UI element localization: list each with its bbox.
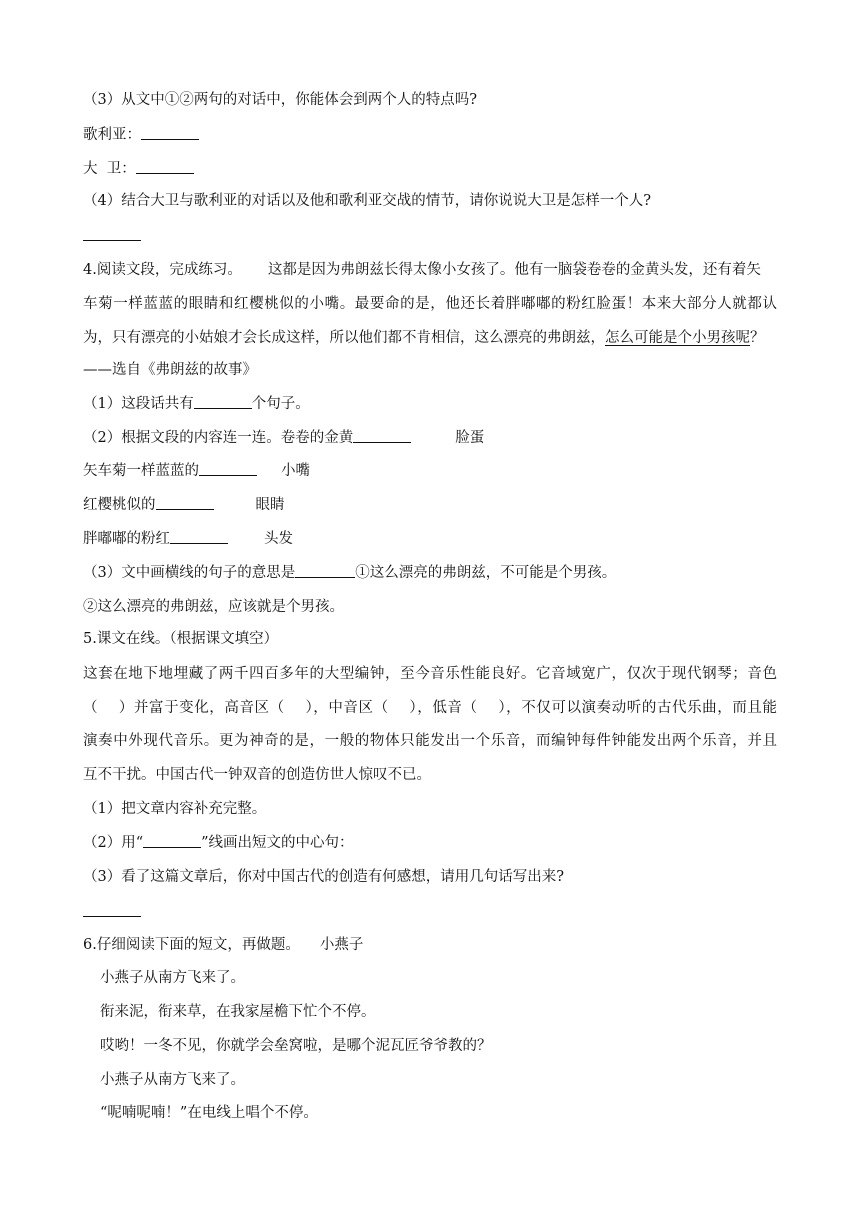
answer-blank[interactable]: [141, 125, 199, 140]
passage-text: 演奏中外现代音乐。更为神奇的是，一般的物体只能发出一个乐音，而编钟每件钟能发出两个乐音，并且: [83, 733, 777, 749]
answer-blank[interactable]: [170, 529, 228, 544]
option-1: ①这么漂亮的弗朗兹，不可能是个男孩。: [355, 565, 617, 581]
question-3-3: （3）从文中①②两句的对话中，你能体会到两个人的特点吗?: [83, 92, 477, 108]
section-5-intro: 5.课文在线。（根据课文填空）: [83, 631, 279, 647]
goliath-label: 歌利亚：: [83, 127, 141, 143]
goliath-answer-line[interactable]: [83, 125, 199, 145]
match-left-2: 矢车菊一样蓝蓝的: [83, 463, 199, 479]
answer-blank[interactable]: [199, 461, 257, 476]
answer-blank[interactable]: [194, 394, 252, 409]
answer-blank[interactable]: [295, 563, 355, 578]
poem-line: 哎哟！一冬不见，你就学会垒窝啦，是哪个泥瓦匠爷爷教的？: [100, 1038, 492, 1054]
passage-text: 这套在地下地埋藏了两千四百多年的大型编钟，至今音乐性能良好。它音域宽广，仅次于现代钢琴；音色: [83, 666, 777, 682]
section-4-passage-line-1: [83, 260, 761, 280]
question-5-1: （1）把文章内容补充完整。: [83, 801, 267, 817]
match-row-2: [83, 461, 310, 481]
match-left-4: 胖嘟嘟的粉红: [83, 531, 170, 547]
david-answer-line[interactable]: [83, 159, 194, 179]
underlined-sentence: 怎么可能是个小男孩呢: [605, 330, 750, 346]
answer-blank[interactable]: [83, 240, 141, 241]
match-right-4: 头发: [264, 531, 293, 547]
match-left-3: 红樱桃似的: [83, 497, 156, 513]
question-4-2: （2）根据文段的内容连一连。卷卷的金黄 脸蛋: [83, 430, 485, 446]
question-3-4: （4）结合大卫与歌利亚的对话以及他和歌利亚交战的情节，请你说说大卫是怎样一个人?: [83, 193, 651, 209]
passage-text: 车菊一样蓝蓝的眼睛和红樱桃似的小嘴。最要命的是，他还长着胖嘟嘟的粉红脸蛋！本来大部分人就都认: [83, 296, 777, 312]
passage-source: ——选自《弗朗兹的故事》: [83, 362, 257, 378]
passage-text: （ ）并富于变化，高音区（ ），中音区（ ），低音（ ），不仅可以演奏动听的古代乐曲，而且能: [83, 700, 777, 716]
section-4-intro: 4.阅读文段，完成练习。: [83, 262, 242, 278]
question-5-3: （3）看了这篇文章后，你对中国古代的创造有何感想，请用几句话写出来?: [83, 869, 564, 885]
section-6-intro-line: [83, 935, 363, 955]
poem-title: 小燕子: [319, 937, 364, 953]
question-5-2: （2）用“ ”线画出短文的中心句：: [83, 835, 354, 851]
match-right-2: 小嘴: [281, 463, 310, 479]
question-4-1: （1）这段话共有 个句子。: [83, 396, 310, 412]
answer-blank[interactable]: [143, 833, 201, 848]
passage-text: 为，只有漂亮的小姑娘才会长成这样，所以他们都不肯相信，这么漂亮的弗朗兹，: [83, 330, 605, 346]
answer-blank[interactable]: [353, 428, 411, 443]
option-2: ②这么漂亮的弗朗兹，应该就是个男孩。: [83, 599, 344, 615]
section-4-passage-line-3: 为，只有漂亮的小姑娘才会长成这样，所以他们都不肯相信，这么漂亮的弗朗兹，怎么可能是个小男孩呢？: [83, 330, 765, 346]
answer-blank[interactable]: [156, 495, 214, 510]
poem-line: 小燕子从南方飞来了。: [100, 1072, 245, 1088]
match-row-3: [83, 495, 285, 515]
passage-text: 互不干扰。中国古代一钟双音的创造仿世人惊叹不已。: [83, 767, 431, 783]
match-right-1: 脸蛋: [455, 430, 485, 446]
question-4-3: （3）文中画横线的句子的意思是 ①这么漂亮的弗朗兹，不可能是个男孩。: [83, 565, 617, 581]
match-right-3: 眼睛: [255, 497, 285, 513]
answer-blank[interactable]: [83, 916, 141, 917]
poem-line: 小燕子从南方飞来了。: [100, 970, 245, 986]
section-6-intro: 6.仔细阅读下面的短文，再做题。: [83, 937, 300, 953]
match-row-4: [83, 529, 293, 549]
section-4-passage-line-2: [83, 294, 777, 314]
poem-line: “呢喃呢喃！”在电线上唱个不停。: [100, 1105, 318, 1121]
passage-text: 这都是因为弗朗兹长得太像小女孩了。他有一脑袋卷卷的金黄头发，还有着矢: [267, 262, 761, 278]
poem-line: 衔来泥，衔来草，在我家屋檐下忙个不停。: [100, 1004, 376, 1020]
answer-blank[interactable]: [136, 159, 194, 174]
david-label: 大 卫：: [83, 161, 136, 177]
